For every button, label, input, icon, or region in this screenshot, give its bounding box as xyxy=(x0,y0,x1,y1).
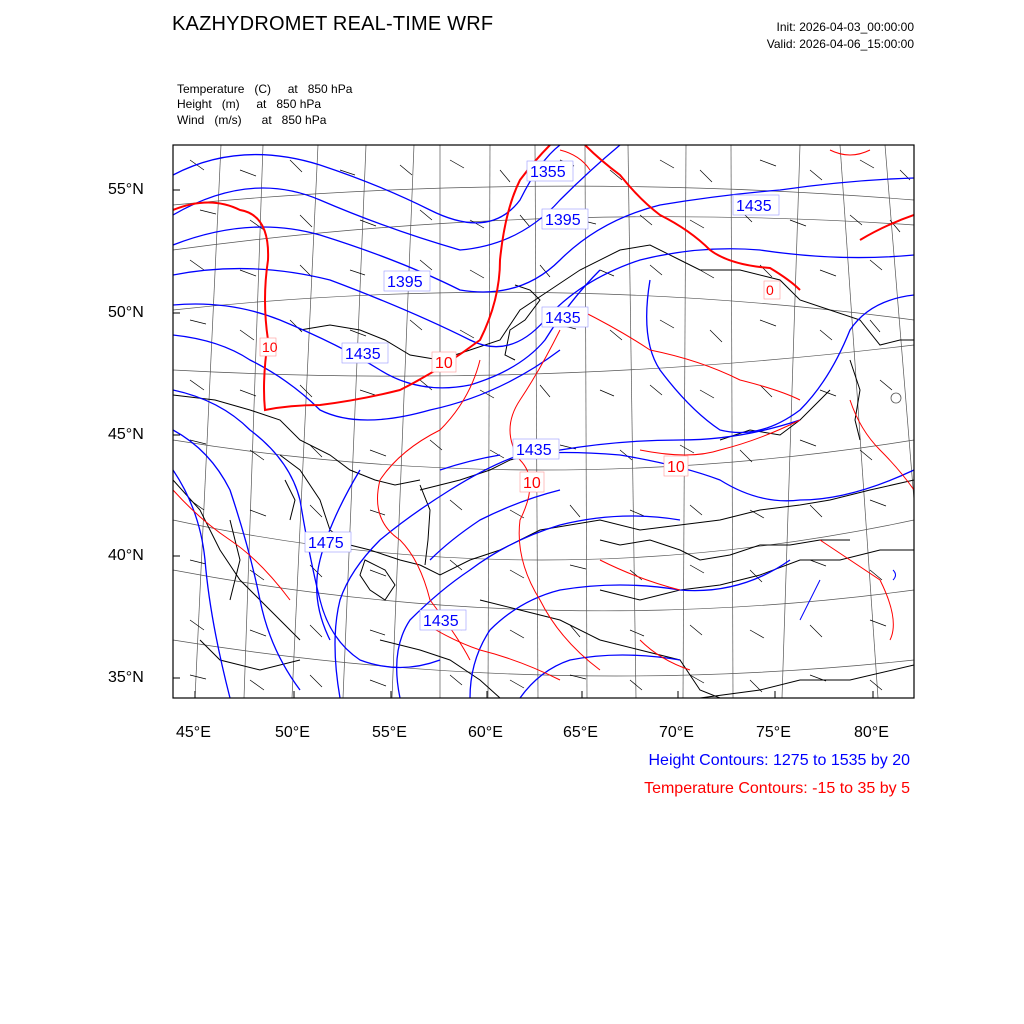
lon-label-50: 50°E xyxy=(275,724,310,741)
lon-label-80: 80°E xyxy=(854,724,889,741)
lon-label-60: 60°E xyxy=(468,724,503,741)
grid-marker xyxy=(891,393,901,403)
lon-label-45: 45°E xyxy=(176,724,211,741)
variable-line-temperature: Temperature (C) at 850 hPa xyxy=(177,82,353,96)
lat-label-45: 45°N xyxy=(108,426,144,443)
variable-line-wind: Wind (m/s) at 850 hPa xyxy=(177,113,327,127)
lat-label-50: 50°N xyxy=(108,304,144,321)
height-label: 1435 xyxy=(516,442,552,459)
height-label: 1395 xyxy=(387,274,423,291)
temperature-label: 10 xyxy=(523,475,541,492)
temperature-contour-legend: Temperature Contours: -15 to 35 by 5 xyxy=(644,780,910,797)
height-label: 1435 xyxy=(345,346,381,363)
lon-label-75: 75°E xyxy=(756,724,791,741)
height-label: 1435 xyxy=(545,310,581,327)
temperature-label: 0 xyxy=(766,282,774,298)
height-label: 1435 xyxy=(423,613,459,630)
temperature-label: 10 xyxy=(262,339,278,355)
lat-label-35: 35°N xyxy=(108,669,144,686)
wind-barbs xyxy=(190,160,910,692)
height-contour-legend: Height Contours: 1275 to 1535 by 20 xyxy=(648,752,910,769)
variable-line-height: Height (m) at 850 hPa xyxy=(177,97,322,111)
height-label: 1355 xyxy=(530,164,566,181)
lon-label-70: 70°E xyxy=(659,724,694,741)
lat-label-40: 40°N xyxy=(108,547,144,564)
lon-label-65: 65°E xyxy=(563,724,598,741)
height-label: 1435 xyxy=(736,198,772,215)
height-label: 1475 xyxy=(308,535,344,552)
temperature-label: 10 xyxy=(667,459,685,476)
temperature-label: 10 xyxy=(435,355,453,372)
height-label: 1395 xyxy=(545,212,581,229)
lon-label-55: 55°E xyxy=(372,724,407,741)
page-title: KAZHYDROMET REAL-TIME WRF xyxy=(172,13,494,35)
valid-time: Valid: 2026-04-06_15:00:00 xyxy=(766,37,914,51)
init-time: Init: 2026-04-03_00:00:00 xyxy=(776,20,914,34)
lat-label-55: 55°N xyxy=(108,181,144,198)
